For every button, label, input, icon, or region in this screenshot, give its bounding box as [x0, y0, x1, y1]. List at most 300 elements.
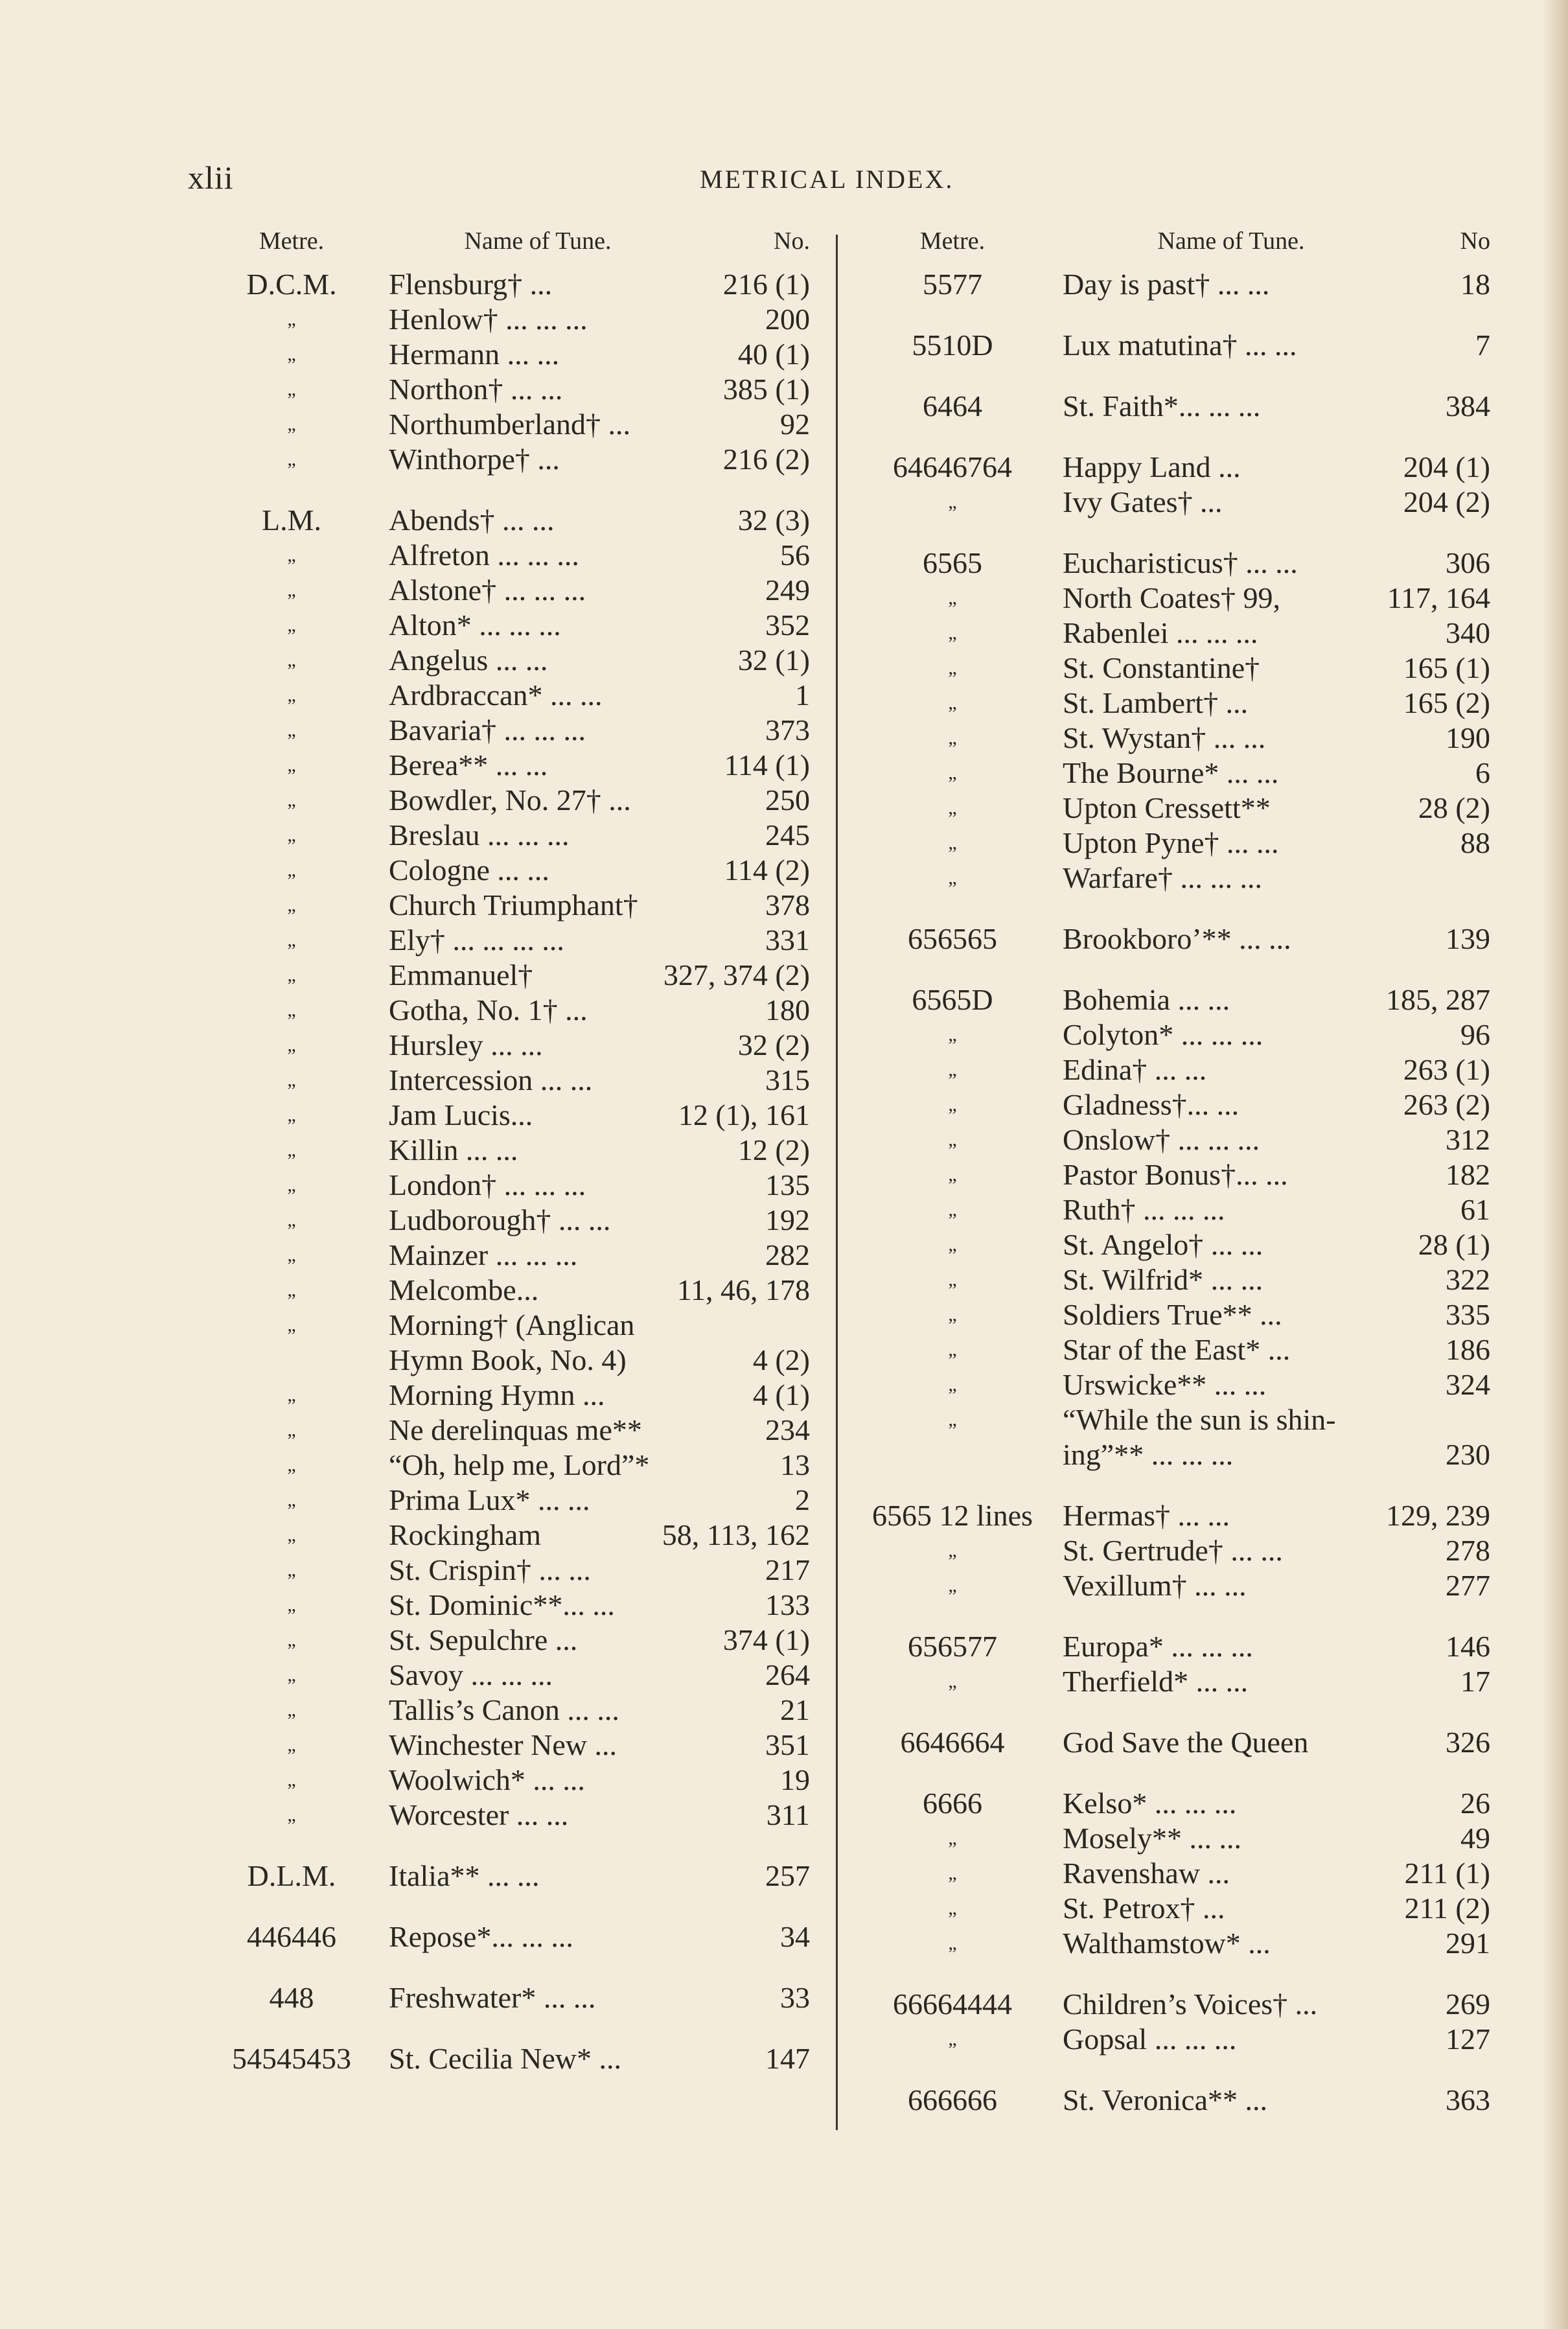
table-row: [194, 783, 810, 818]
table-row: [194, 1728, 810, 1763]
metre-cell: „: [948, 1575, 957, 1596]
metre-cell: 6464: [923, 389, 982, 423]
tune-number: 61: [1455, 1192, 1490, 1227]
name-header: Name of Tune.: [1157, 227, 1305, 255]
tune-name: “Oh, help me, Lord”*: [389, 1448, 650, 1481]
metre-cell: „: [948, 1932, 957, 1954]
table-row: [194, 337, 810, 372]
tune-number: 315: [760, 1063, 810, 1098]
tune-name: Hermann ... ...: [389, 338, 560, 371]
metre-cell: „: [287, 929, 296, 951]
metre-cell: „: [287, 308, 296, 330]
table-row: [194, 1518, 810, 1553]
table-row: [194, 643, 810, 678]
tune-number: 32 (3): [733, 503, 810, 538]
tune-number: 216 (2): [718, 442, 810, 477]
table-row: [194, 1448, 810, 1483]
page-header: [188, 159, 1516, 204]
tune-name: St. Dominic**... ...: [389, 1588, 615, 1621]
metre-cell: „: [948, 1671, 957, 1692]
metre-cell: „: [948, 1409, 957, 1430]
table-row: [842, 982, 1490, 1017]
tune-number: 49: [1455, 1821, 1490, 1856]
tune-number: 114 (2): [719, 853, 810, 888]
metre-cell: „: [287, 1699, 296, 1721]
table-row: [842, 1987, 1490, 2022]
tune-name: Woolwich* ... ...: [389, 1763, 585, 1796]
tune-name: Upton Cressett**: [1063, 791, 1271, 824]
tune-name: Gotha, No. 1† ...: [389, 993, 588, 1026]
tune-number: 13: [775, 1448, 810, 1483]
tune-name: Freshwater* ... ...: [389, 1981, 596, 2014]
table-row: [842, 1297, 1490, 1332]
tune-number: 139: [1440, 921, 1490, 956]
tune-number: 34: [775, 1919, 810, 1954]
tune-name: Upton Pyne† ... ...: [1063, 826, 1279, 859]
tune-number: 363: [1440, 2083, 1490, 2118]
tune-name: Pastor Bonus†... ...: [1063, 1158, 1288, 1191]
metre-cell: „: [287, 413, 296, 435]
table-row: [842, 1402, 1490, 1437]
tune-name: Morning† (Anglican: [389, 1308, 635, 1341]
metre-cell: „: [287, 964, 296, 986]
tune-number: 185, 287: [1381, 982, 1490, 1017]
tune-number: 56: [775, 538, 810, 573]
number-header: No: [1460, 227, 1490, 255]
tune-number: 11, 46, 178: [672, 1273, 810, 1308]
metre-cell: „: [948, 1234, 957, 1255]
tune-number: 146: [1440, 1629, 1490, 1664]
metre-cell: „: [948, 1304, 957, 1325]
table-row: [842, 1856, 1490, 1891]
metre-cell: „: [287, 1629, 296, 1651]
tune-number: 250: [760, 783, 810, 818]
tune-number: 282: [760, 1238, 810, 1273]
table-row: [842, 791, 1490, 826]
tune-name: St. Gertrude† ... ...: [1063, 1534, 1283, 1567]
metre-cell: „: [948, 622, 957, 643]
tune-name: Alfreton ... ... ...: [389, 539, 579, 572]
table-row: [194, 1273, 810, 1308]
table-row: [842, 1629, 1490, 1664]
tune-name: Savoy ... ... ...: [389, 1658, 553, 1691]
table-row: [194, 608, 810, 643]
tune-name: Bohemia ... ...: [1063, 983, 1230, 1016]
metre-cell: „: [287, 343, 296, 365]
metre-cell: „: [287, 754, 296, 776]
metre-cell: „: [287, 579, 296, 601]
metre-cell: „: [948, 657, 957, 678]
tune-name: Tallis’s Canon ... ...: [389, 1693, 619, 1726]
table-row: [194, 1693, 810, 1728]
metre-cell: 5510D: [912, 329, 993, 362]
metre-cell: „: [287, 1314, 296, 1336]
tune-name: St. Cecilia New* ...: [389, 2042, 621, 2075]
table-row: [842, 1568, 1490, 1603]
table-row: [842, 1087, 1490, 1122]
tune-name: Winchester New ...: [389, 1728, 617, 1761]
table-row: [194, 853, 810, 888]
tune-name: Northon† ... ...: [389, 373, 563, 406]
tune-name: St. Petrox† ...: [1063, 1892, 1225, 1925]
tune-number: 327, 374 (2): [658, 958, 810, 993]
tune-number: 165 (1): [1398, 651, 1490, 686]
tune-number: 326: [1440, 1725, 1490, 1760]
metre-cell: „: [287, 1384, 296, 1406]
table-row: [194, 267, 810, 302]
table-row: [842, 1437, 1490, 1472]
tune-name: Vexillum† ... ...: [1063, 1569, 1247, 1602]
metre-cell: „: [948, 1862, 957, 1884]
metre-cell: „: [287, 824, 296, 846]
table-row: [194, 1063, 810, 1098]
page-edge-shadow: [1542, 0, 1568, 2329]
tune-name: Killin ... ...: [389, 1133, 518, 1166]
metre-cell: „: [948, 832, 957, 853]
page-number: xlii: [188, 159, 234, 196]
running-title: METRICAL INDEX.: [700, 165, 954, 194]
table-row: [842, 1262, 1490, 1297]
tune-number: 135: [760, 1168, 810, 1203]
metre-cell: 64646764: [893, 450, 1012, 483]
tune-name: Gopsal ... ... ...: [1063, 2022, 1237, 2056]
metre-cell: „: [948, 727, 957, 748]
table-row: [842, 826, 1490, 861]
table-row: [842, 1821, 1490, 1856]
left-column: [194, 227, 810, 2076]
table-row: [842, 1498, 1490, 1533]
tune-number: 165 (2): [1398, 686, 1490, 721]
table-row: [842, 721, 1490, 756]
tune-name: St. Faith*... ... ...: [1063, 389, 1261, 423]
table-row: [842, 1725, 1490, 1760]
tune-name: Mosely** ... ...: [1063, 1822, 1241, 1855]
table-row: [194, 1658, 810, 1693]
tune-name: Bowdler, No. 27† ...: [389, 783, 631, 817]
right-rows: [842, 267, 1490, 2118]
table-row: [842, 1891, 1490, 1926]
tune-number: 192: [760, 1203, 810, 1238]
tune-number: 324: [1440, 1367, 1490, 1402]
metre-cell: „: [287, 1034, 296, 1056]
metre-cell: „: [287, 1489, 296, 1511]
tune-number: 204 (2): [1398, 485, 1490, 520]
tune-name: Morning Hymn ...: [389, 1378, 605, 1411]
table-row: [842, 756, 1490, 791]
table-row: [842, 267, 1490, 302]
tune-number: 133: [760, 1588, 810, 1623]
table-row: [194, 818, 810, 853]
table-row: [194, 958, 810, 993]
metre-cell: „: [287, 1769, 296, 1790]
tune-name: Mainzer ... ... ...: [389, 1238, 578, 1271]
metre-cell: „: [287, 1524, 296, 1546]
tune-name: Italia** ... ...: [389, 1859, 540, 1892]
table-row: [194, 302, 810, 337]
table-row: [194, 1763, 810, 1798]
tune-number: 269: [1440, 1987, 1490, 2022]
metre-cell: „: [287, 789, 296, 811]
tune-name: St. Crispin† ... ...: [389, 1553, 591, 1586]
left-rows: [194, 267, 810, 2076]
tune-number: 88: [1455, 826, 1490, 861]
tune-name: Northumberland† ...: [389, 408, 631, 441]
table-row: [194, 1483, 810, 1518]
tune-name: St. Lambert† ...: [1063, 686, 1249, 719]
tune-name: Ivy Gates† ...: [1063, 485, 1223, 518]
metre-cell: „: [287, 1104, 296, 1126]
table-row: [194, 993, 810, 1028]
table-row: [842, 389, 1490, 424]
tune-name: God Save the Queen: [1063, 1726, 1309, 1759]
tune-name: Intercession ... ...: [389, 1063, 593, 1096]
tune-name: St. Wilfrid* ... ...: [1063, 1263, 1263, 1296]
metre-cell: „: [948, 1059, 957, 1080]
tune-name: Soldiers True** ...: [1063, 1298, 1282, 1331]
metre-cell: „: [948, 1199, 957, 1220]
table-row: [842, 1227, 1490, 1262]
tune-number: 92: [775, 407, 810, 442]
tune-number: 17: [1455, 1664, 1490, 1699]
metre-cell: 66664444: [893, 1987, 1012, 2021]
tune-number: 352: [760, 608, 810, 643]
tune-number: 147: [760, 2041, 810, 2076]
tune-name: St. Veronica** ...: [1063, 2083, 1268, 2116]
metre-cell: „: [287, 544, 296, 566]
tune-number: 28 (2): [1413, 791, 1490, 826]
metre-cell: 656565: [908, 922, 997, 955]
table-row: [194, 538, 810, 573]
tune-name: Onslow† ... ... ...: [1063, 1123, 1260, 1156]
tune-number: 373: [760, 713, 810, 748]
tune-number: 312: [1440, 1122, 1490, 1157]
left-column-header: [194, 227, 810, 267]
metre-cell: „: [948, 2028, 957, 2050]
table-row: [842, 485, 1490, 520]
metre-cell: 6565 12 lines: [872, 1499, 1033, 1532]
tune-name: Alton* ... ... ...: [389, 608, 561, 642]
tune-name: “While the sun is shin-: [1063, 1403, 1336, 1436]
tune-name: Berea** ... ...: [389, 748, 548, 782]
tune-number: 291: [1440, 1926, 1490, 1961]
table-row: [842, 328, 1490, 363]
table-row: [194, 1798, 810, 1833]
tune-number: 335: [1440, 1297, 1490, 1332]
tune-name: Walthamstow* ...: [1063, 1927, 1271, 1960]
tune-name: Henlow† ... ... ...: [389, 303, 588, 336]
tune-number: 331: [760, 923, 810, 958]
tune-name: Ne derelinquas me**: [389, 1413, 642, 1446]
table-row: [842, 2083, 1490, 2118]
tune-name: Church Triumphant†: [389, 888, 638, 921]
tune-name: London† ... ... ...: [389, 1168, 586, 1201]
tune-name: Repose*... ... ...: [389, 1920, 573, 1953]
metre-cell: 6565D: [912, 983, 993, 1016]
metre-cell: „: [948, 1827, 957, 1849]
tune-name: Therfield* ... ...: [1063, 1665, 1249, 1698]
metre-cell: 666666: [908, 2083, 997, 2116]
tune-number: 278: [1440, 1533, 1490, 1568]
tune-name: Jam Lucis...: [389, 1098, 533, 1131]
table-row: [842, 1786, 1490, 1821]
tune-name: Alstone† ... ... ...: [389, 574, 586, 607]
tune-name: St. Angelo† ... ...: [1063, 1228, 1263, 1261]
tune-number: 19: [775, 1763, 810, 1798]
tune-name: Rockingham: [389, 1518, 542, 1551]
tune-name: Breslau ... ... ...: [389, 818, 570, 852]
tune-number: 33: [775, 1980, 810, 2015]
tune-name: Day is past† ... ...: [1063, 268, 1270, 301]
table-row: [194, 1343, 810, 1378]
table-row: [194, 2041, 810, 2076]
tune-number: 180: [760, 993, 810, 1028]
table-row: [842, 1926, 1490, 1961]
number-header: No.: [774, 227, 810, 255]
table-row: [842, 1157, 1490, 1192]
tune-number: 216 (1): [718, 267, 810, 302]
tune-number: 211 (2): [1400, 1891, 1490, 1926]
table-row: [194, 1203, 810, 1238]
metre-cell: 6565: [923, 546, 982, 579]
tune-number: 28 (1): [1413, 1227, 1490, 1262]
metre-header: Metre.: [259, 227, 325, 255]
tune-number: 249: [760, 573, 810, 608]
tune-name: Colyton* ... ... ...: [1063, 1018, 1263, 1051]
tune-number: 263 (1): [1398, 1052, 1490, 1087]
table-row: [194, 407, 810, 442]
table-row: [842, 1332, 1490, 1367]
metre-cell: „: [287, 1804, 296, 1825]
metre-cell: „: [948, 1024, 957, 1045]
metre-cell: D.C.M.: [246, 268, 337, 301]
tune-name: Gladness†... ...: [1063, 1088, 1239, 1121]
table-row: [194, 1859, 810, 1894]
tune-number: 186: [1440, 1332, 1490, 1367]
tune-number: 378: [760, 888, 810, 923]
tune-name: Europa* ... ... ...: [1063, 1630, 1253, 1663]
metre-cell: „: [948, 1540, 957, 1561]
table-row: [194, 888, 810, 923]
tune-number: 4 (2): [748, 1343, 810, 1378]
tune-number: 306: [1440, 546, 1490, 581]
tune-name: Flensburg† ...: [389, 268, 553, 301]
tune-number: 26: [1455, 1786, 1490, 1821]
metre-cell: „: [287, 378, 296, 400]
tune-name: Ruth† ... ... ...: [1063, 1193, 1225, 1226]
tune-number: 182: [1440, 1157, 1490, 1192]
metre-cell: 54545453: [232, 2042, 351, 2075]
tune-number: 96: [1455, 1017, 1490, 1052]
tune-name: Warfare† ... ... ...: [1063, 861, 1262, 894]
table-row: [194, 573, 810, 608]
table-row: [194, 1028, 810, 1063]
metre-cell: „: [948, 1164, 957, 1185]
metre-cell: „: [287, 1279, 296, 1301]
table-row: [194, 1378, 810, 1413]
metre-cell: 448: [269, 1981, 314, 2014]
tune-name: Worcester ... ...: [389, 1798, 569, 1831]
tune-number: 7: [1470, 328, 1490, 363]
tune-name: Cologne ... ...: [389, 853, 549, 886]
tune-name: Ravenshaw ...: [1063, 1857, 1230, 1890]
tune-name: Rabenlei ... ... ...: [1063, 616, 1258, 649]
metre-cell: D.L.M.: [247, 1859, 336, 1892]
tune-name: Prima Lux* ... ...: [389, 1483, 590, 1516]
metre-cell: „: [948, 1094, 957, 1115]
table-row: [194, 1308, 810, 1343]
tune-number: 2: [790, 1483, 810, 1518]
table-row: [194, 1168, 810, 1203]
table-row: [842, 861, 1490, 896]
tune-name: Angelus ... ...: [389, 643, 548, 677]
tune-name: Hermas† ... ...: [1063, 1499, 1230, 1532]
metre-cell: „: [948, 1339, 957, 1360]
tune-number: 21: [775, 1693, 810, 1728]
metre-cell: „: [287, 1139, 296, 1161]
right-column: [842, 227, 1490, 2118]
tune-name: Lux matutina† ... ...: [1063, 329, 1297, 362]
tune-number: 322: [1440, 1262, 1490, 1297]
metre-cell: „: [287, 999, 296, 1021]
table-row: [194, 1623, 810, 1658]
table-row: [842, 1664, 1490, 1699]
tune-number: 129, 239: [1381, 1498, 1490, 1533]
metre-cell: 656577: [908, 1630, 997, 1663]
metre-cell: „: [287, 859, 296, 881]
metre-cell: „: [287, 1454, 296, 1476]
metre-cell: „: [948, 692, 957, 713]
tune-number: 117, 164: [1382, 581, 1490, 616]
table-row: [842, 1052, 1490, 1087]
metre-cell: „: [287, 1734, 296, 1755]
table-row: [194, 503, 810, 538]
tune-name: Brookboro’** ... ...: [1063, 922, 1291, 955]
table-row: [194, 1098, 810, 1133]
metre-cell: „: [948, 797, 957, 818]
table-row: [842, 616, 1490, 651]
tune-number: 114 (1): [719, 748, 810, 783]
tune-number: 12 (2): [733, 1133, 810, 1168]
table-row: [842, 1367, 1490, 1402]
tune-name: Ludborough† ... ...: [389, 1203, 611, 1236]
metre-cell: „: [287, 894, 296, 916]
tune-number: 217: [760, 1553, 810, 1588]
metre-header: Metre.: [919, 227, 986, 255]
tune-name: Melcombe...: [389, 1273, 539, 1306]
tune-number: 384: [1440, 389, 1490, 424]
tune-number: 230: [1440, 1437, 1490, 1472]
table-row: [194, 1553, 810, 1588]
tune-number: 263 (2): [1398, 1087, 1490, 1122]
table-row: [194, 442, 810, 477]
metre-cell: L.M.: [262, 504, 321, 537]
tune-number: 6: [1470, 756, 1490, 791]
table-row: [842, 1122, 1490, 1157]
tune-name: Abends† ... ...: [389, 504, 555, 537]
tune-number: 58, 113, 162: [657, 1518, 810, 1553]
table-row: [194, 1133, 810, 1168]
tune-number: 18: [1455, 267, 1490, 302]
table-row: [842, 921, 1490, 956]
metre-cell: 6666: [923, 1787, 982, 1820]
metre-cell: „: [948, 1374, 957, 1395]
tune-number: 257: [760, 1859, 810, 1894]
metre-cell: „: [287, 1594, 296, 1616]
metre-cell: „: [287, 1559, 296, 1581]
metre-cell: 6646664: [900, 1726, 1005, 1759]
tune-name: Star of the East* ...: [1063, 1333, 1291, 1366]
tune-number: 1: [790, 678, 810, 713]
